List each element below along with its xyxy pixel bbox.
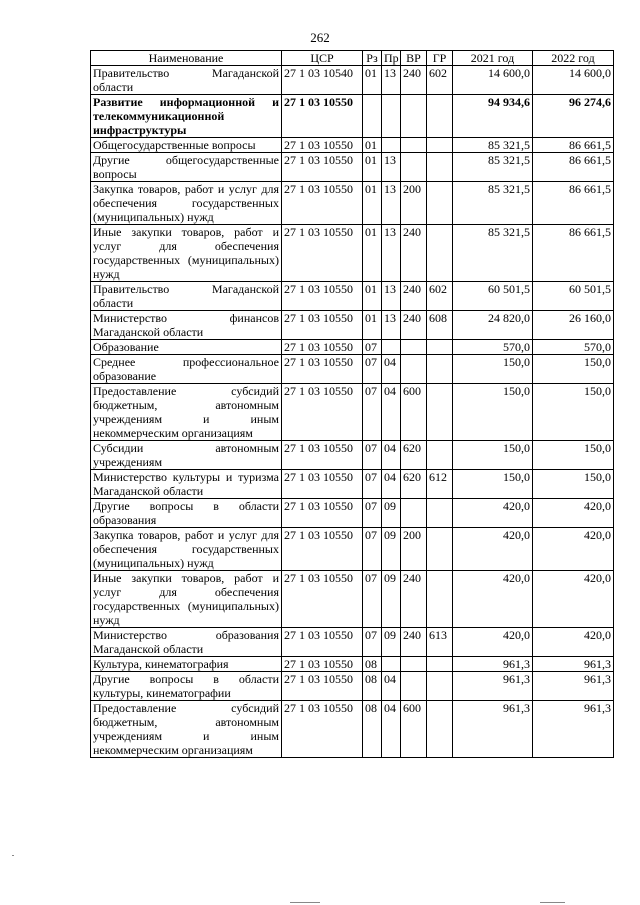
cell-gr [427,153,453,182]
cell-pr: 13 [382,282,401,311]
cell-pr: 13 [382,66,401,95]
cell-name: Среднее профессиональное образование [91,355,282,384]
budget-table [90,50,614,758]
table-row [91,182,614,225]
cell-vr: 620 [401,470,427,499]
cell-vr [401,340,427,355]
column-header-rz: Рз [363,51,382,66]
cell-vr: 240 [401,571,427,628]
cell-rz: 07 [363,628,382,657]
table-row [91,355,614,384]
cell-gr: 608 [427,311,453,340]
cell-vr: 200 [401,528,427,571]
cell-pr: 13 [382,311,401,340]
cell-2022: 86 661,5 [533,182,614,225]
cell-vr [401,672,427,701]
cell-vr: 600 [401,701,427,758]
cell-gr [427,225,453,282]
cell-gr [427,340,453,355]
cell-name: Предоставление субсидий бюджетным, автономным учреждениям и иным некоммерческим организациям [91,701,282,758]
cell-name: Министерство финансов Магаданской области [91,311,282,340]
cell-name: Образование [91,340,282,355]
cell-vr: 240 [401,628,427,657]
cell-pr: 09 [382,528,401,571]
cell-2021: 420,0 [453,528,533,571]
cell-2021: 420,0 [453,628,533,657]
cell-2021: 150,0 [453,355,533,384]
cell-csr: 27 1 03 10550 [282,282,363,311]
cell-2021: 150,0 [453,470,533,499]
cell-rz [363,95,382,138]
table-row [91,628,614,657]
table-body [91,66,614,758]
cell-pr [382,95,401,138]
table-row [91,571,614,628]
cell-vr [401,138,427,153]
cell-pr: 09 [382,499,401,528]
cell-name: Культура, кинематография [91,657,282,672]
column-header-name: Наименование [91,51,282,66]
cell-2021: 85 321,5 [453,182,533,225]
cell-2022: 26 160,0 [533,311,614,340]
table-row [91,384,614,441]
cell-csr: 27 1 03 10550 [282,225,363,282]
cell-2021: 24 820,0 [453,311,533,340]
table-row [91,499,614,528]
cell-gr [427,657,453,672]
cell-pr: 04 [382,384,401,441]
cell-rz: 08 [363,657,382,672]
cell-2021: 60 501,5 [453,282,533,311]
cell-pr: 04 [382,672,401,701]
cell-2022: 420,0 [533,571,614,628]
column-header-2021: 2021 год [453,51,533,66]
cell-rz: 07 [363,571,382,628]
cell-gr [427,499,453,528]
cell-gr [427,571,453,628]
table-row [91,311,614,340]
cell-2022: 961,3 [533,657,614,672]
cell-gr [427,355,453,384]
cell-rz: 01 [363,182,382,225]
cell-csr: 27 1 03 10550 [282,657,363,672]
cell-pr [382,657,401,672]
cell-name: Иные закупки товаров, работ и услуг для обеспечения государственных (муниципальных) нужд [91,225,282,282]
cell-name: Субсидии автономным учреждениям [91,441,282,470]
table-row [91,282,614,311]
cell-2021: 961,3 [453,657,533,672]
cell-2022: 420,0 [533,528,614,571]
cell-2022: 150,0 [533,384,614,441]
cell-csr: 27 1 03 10550 [282,470,363,499]
scan-mark [540,902,565,903]
cell-gr [427,441,453,470]
cell-rz: 07 [363,499,382,528]
cell-2022: 86 661,5 [533,225,614,282]
column-header-vr: ВР [401,51,427,66]
table-row [91,66,614,95]
table-row [91,672,614,701]
cell-gr [427,182,453,225]
cell-pr: 04 [382,441,401,470]
cell-vr [401,153,427,182]
cell-rz: 01 [363,66,382,95]
cell-2022: 150,0 [533,470,614,499]
cell-csr: 27 1 03 10550 [282,672,363,701]
column-header-csr: ЦСР [282,51,363,66]
cell-gr [427,672,453,701]
table-header-row [91,51,614,66]
cell-2022: 96 274,6 [533,95,614,138]
cell-gr [427,384,453,441]
cell-rz: 07 [363,340,382,355]
cell-2021: 150,0 [453,384,533,441]
cell-name: Закупка товаров, работ и услуг для обеспечения государственных (муниципальных) нужд [91,528,282,571]
cell-2022: 961,3 [533,672,614,701]
cell-name: Министерство культуры и туризма Магаданской области [91,470,282,499]
cell-rz: 01 [363,153,382,182]
cell-csr: 27 1 03 10540 [282,66,363,95]
cell-rz: 01 [363,225,382,282]
cell-name: Закупка товаров, работ и услуг для обеспечения государственных (муниципальных) нужд [91,182,282,225]
cell-pr: 09 [382,571,401,628]
cell-pr: 09 [382,628,401,657]
cell-pr: 04 [382,355,401,384]
cell-csr: 27 1 03 10550 [282,528,363,571]
cell-2021: 150,0 [453,441,533,470]
scan-mark [12,855,14,856]
cell-rz: 07 [363,355,382,384]
cell-vr [401,657,427,672]
cell-name: Другие вопросы в области образования [91,499,282,528]
cell-rz: 01 [363,282,382,311]
scan-mark [290,902,320,903]
cell-csr: 27 1 03 10550 [282,499,363,528]
cell-name: Развитие информационной и телекоммуникационной инфраструктуры [91,95,282,138]
cell-name: Предоставление субсидий бюджетным, автономным учреждениям и иным некоммерческим организациям [91,384,282,441]
cell-name: Другие общегосударственные вопросы [91,153,282,182]
cell-vr: 200 [401,182,427,225]
cell-gr: 612 [427,470,453,499]
cell-pr: 04 [382,701,401,758]
cell-name: Иные закупки товаров, работ и услуг для обеспечения государственных (муниципальных) нужд [91,571,282,628]
cell-2021: 420,0 [453,571,533,628]
cell-csr: 27 1 03 10550 [282,311,363,340]
table-row [91,701,614,758]
cell-name: Правительство Магаданской области [91,282,282,311]
cell-rz: 08 [363,672,382,701]
cell-gr [427,95,453,138]
cell-csr: 27 1 03 10550 [282,95,363,138]
cell-csr: 27 1 03 10550 [282,441,363,470]
cell-pr: 13 [382,182,401,225]
cell-name: Правительство Магаданской области [91,66,282,95]
cell-2021: 85 321,5 [453,153,533,182]
cell-rz: 07 [363,528,382,571]
cell-rz: 01 [363,311,382,340]
cell-vr: 240 [401,66,427,95]
cell-rz: 07 [363,384,382,441]
table-row [91,470,614,499]
cell-gr [427,138,453,153]
cell-csr: 27 1 03 10550 [282,340,363,355]
cell-2021: 961,3 [453,701,533,758]
cell-2022: 86 661,5 [533,138,614,153]
cell-vr: 240 [401,282,427,311]
cell-2022: 150,0 [533,355,614,384]
table-row [91,657,614,672]
cell-2022: 570,0 [533,340,614,355]
cell-2021: 94 934,6 [453,95,533,138]
cell-gr [427,701,453,758]
cell-gr: 602 [427,282,453,311]
cell-csr: 27 1 03 10550 [282,182,363,225]
column-header-2022: 2022 год [533,51,614,66]
cell-name: Министерство образования Магаданской области [91,628,282,657]
cell-2022: 60 501,5 [533,282,614,311]
cell-2022: 150,0 [533,441,614,470]
cell-pr [382,340,401,355]
cell-csr: 27 1 03 10550 [282,571,363,628]
column-header-pr: Пр [382,51,401,66]
page-number: 262 [310,30,330,45]
table-row [91,95,614,138]
cell-2021: 420,0 [453,499,533,528]
cell-pr: 13 [382,153,401,182]
table-row [91,441,614,470]
cell-vr: 240 [401,311,427,340]
cell-2021: 14 600,0 [453,66,533,95]
table-row [91,153,614,182]
cell-vr: 620 [401,441,427,470]
cell-2022: 420,0 [533,499,614,528]
cell-csr: 27 1 03 10550 [282,355,363,384]
cell-csr: 27 1 03 10550 [282,138,363,153]
table-row [91,138,614,153]
cell-pr: 13 [382,225,401,282]
table-row [91,340,614,355]
column-header-gr: ГР [427,51,453,66]
table-row [91,528,614,571]
cell-rz: 08 [363,701,382,758]
cell-pr: 04 [382,470,401,499]
cell-csr: 27 1 03 10550 [282,628,363,657]
cell-name: Общегосударственные вопросы [91,138,282,153]
cell-csr: 27 1 03 10550 [282,153,363,182]
cell-pr [382,138,401,153]
cell-2022: 961,3 [533,701,614,758]
cell-vr [401,95,427,138]
cell-2022: 14 600,0 [533,66,614,95]
cell-2021: 85 321,5 [453,225,533,282]
cell-rz: 01 [363,138,382,153]
cell-vr [401,499,427,528]
cell-rz: 07 [363,441,382,470]
cell-csr: 27 1 03 10550 [282,384,363,441]
cell-vr [401,355,427,384]
cell-2022: 420,0 [533,628,614,657]
cell-vr: 600 [401,384,427,441]
cell-gr: 613 [427,628,453,657]
cell-vr: 240 [401,225,427,282]
cell-rz: 07 [363,470,382,499]
cell-2022: 86 661,5 [533,153,614,182]
cell-gr [427,528,453,571]
cell-2021: 570,0 [453,340,533,355]
cell-2021: 961,3 [453,672,533,701]
cell-csr: 27 1 03 10550 [282,701,363,758]
cell-gr: 602 [427,66,453,95]
cell-2021: 85 321,5 [453,138,533,153]
table-row [91,225,614,282]
cell-name: Другие вопросы в области культуры, кинематографии [91,672,282,701]
